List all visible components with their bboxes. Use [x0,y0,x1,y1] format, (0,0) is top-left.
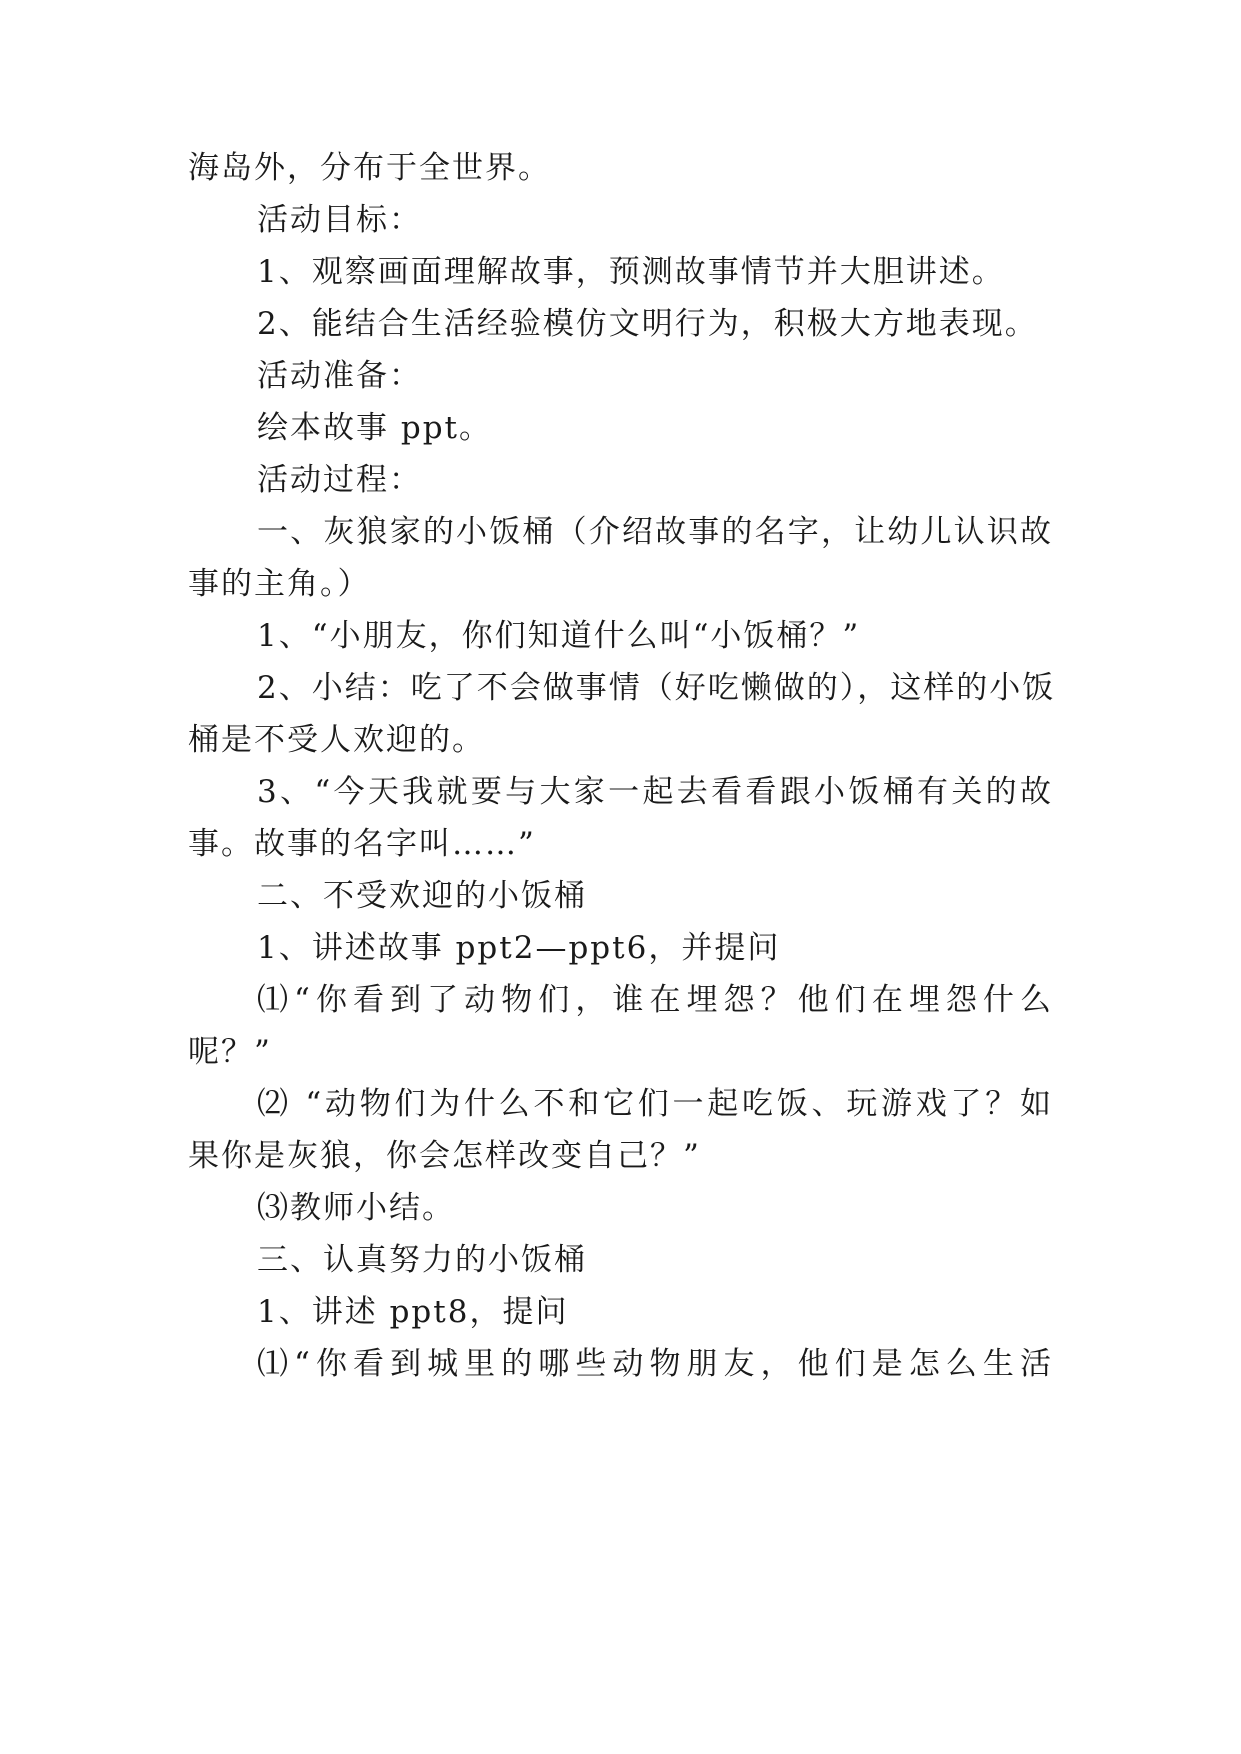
list-item: 2、小结：吃了不会做事情（好吃懒做的），这样的小饭 [257,670,1056,706]
paragraph-line: 海岛外，分布于全世界。 [188,150,551,186]
list-item: 1、讲述 ppt8，提问 [257,1294,569,1330]
section-heading-process: 活动过程： [257,462,422,498]
process-part-2-heading: 二、不受欢迎的小饭桶 [257,878,587,914]
goal-item-2: 2、能结合生活经验模仿文明行为，积极大方地表现。 [257,306,1038,342]
paragraph-line: 事。故事的名字叫……” [188,826,536,862]
section-heading-preparation: 活动准备： [257,358,422,394]
question-item: ⑶教师小结。 [257,1190,455,1226]
paragraph-line: 桶是不受人欢迎的。 [188,722,485,758]
goal-item-1: 1、观察画面理解故事，预测故事情节并大胆讲述。 [257,254,1005,290]
process-part-3-heading: 三、认真努力的小饭桶 [257,1242,587,1278]
list-item: 1、讲述故事 ppt2—ppt6，并提问 [257,930,781,966]
question-item: ⑴“你看到城里的哪些动物朋友，他们是怎么生活 [257,1346,1053,1382]
section-heading-goals: 活动目标： [257,202,422,238]
process-part-1-heading: 一、灰狼家的小饭桶（介绍故事的名字，让幼儿认识故 [257,514,1053,550]
list-item: 3、“今天我就要与大家一起去看看跟小饭桶有关的故 [257,774,1053,810]
list-item: 1、“小朋友，你们知道什么叫“小饭桶？” [257,618,861,654]
paragraph-line: 事的主角。） [188,566,371,602]
paragraph-line: 呢？” [188,1034,272,1070]
paragraph-line: 果你是灰狼，你会怎样改变自己？” [188,1138,701,1174]
question-item: ⑵ “动物们为什么不和它们一起吃饭、玩游戏了？如 [257,1086,1053,1122]
question-item: ⑴“你看到了动物们，谁在埋怨？他们在埋怨什么 [257,982,1053,1018]
preparation-item: 绘本故事 ppt。 [257,410,492,446]
